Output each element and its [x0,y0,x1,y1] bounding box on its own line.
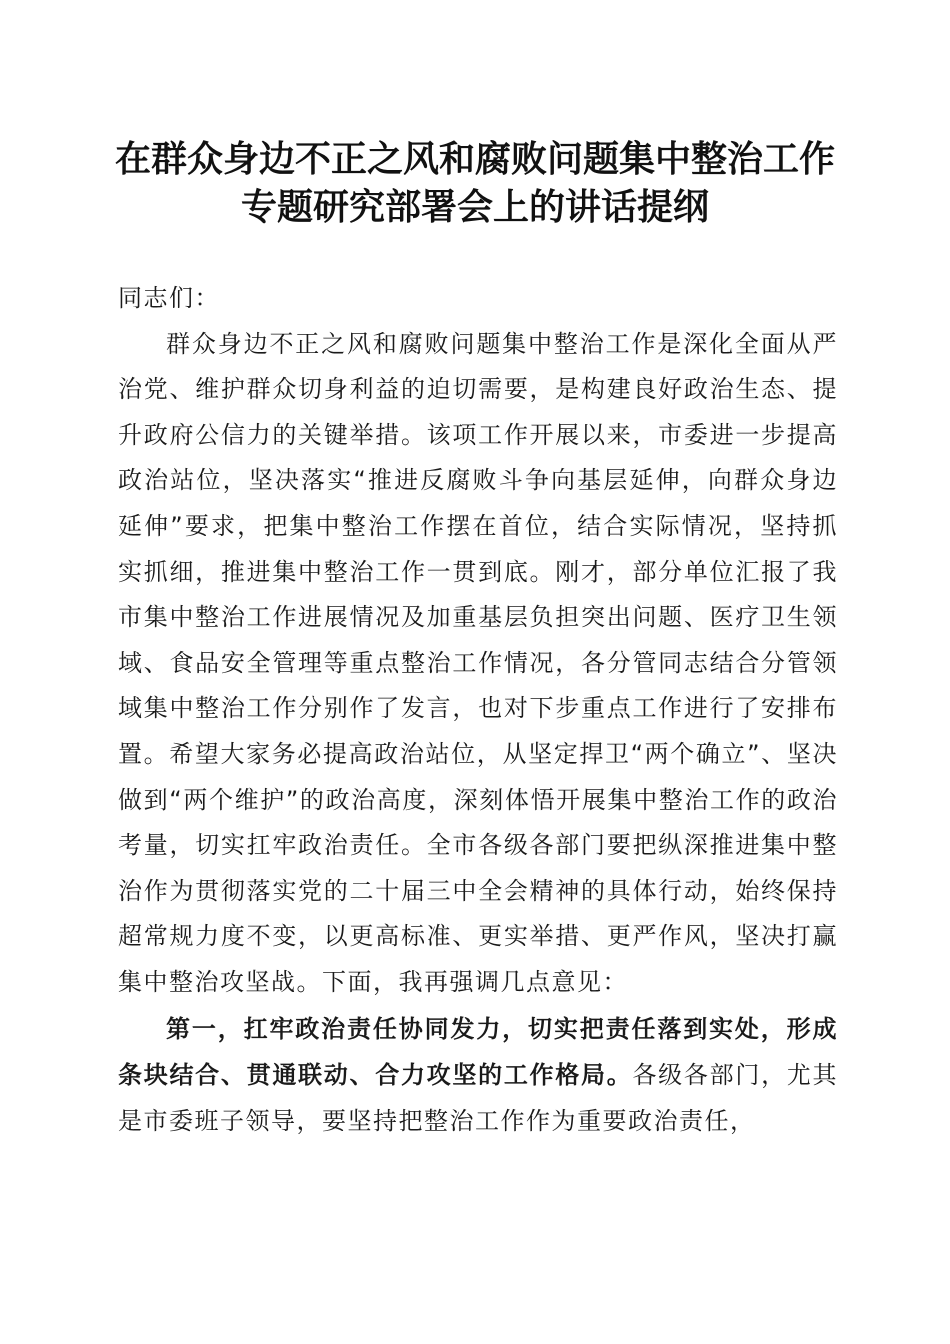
document-body [118,276,838,1144]
title-line-1: 在群众身边不正之风和腐败问题集中整治工作 [114,138,835,180]
paragraph-2-lead: 第一，扛牢政治责任协同发力，切实把责任落到实处，形成条块结合、贯通联动、合力攻坚的工作格局。 [118,1013,838,1090]
salutation: 同志们： [118,284,220,312]
title-line-2: 专题研究部署会上的讲话提纲 [240,186,709,228]
paragraph-1: 群众身边不正之风和腐败问题集中整治工作是深化全面从严治党、维护群众切身利益的迫切需要，是构建良好政治生态、提升政府公信力的关键举措。该项工作开展以来，市委进一步提高政治站位，坚决落实“推进反腐败斗争向基层延伸，向群众身边延伸”要求，把集中整治工作摆在首位，结合实际情况，坚持抓实抓细，推进集中整治工作一贯到底。刚才，部分单位汇报了我市集中整治工作进展情况及加重基层负担突出问题、医疗卫生领域、食品安全管理等重点整治工作情况，各分管同志结合分管领域集中整治工作分别作了发言，也对下步重点工作进行了安排布置。希望大家务必提高政治站位，从坚定捍卫“两个确立”、坚决做到“两个维护”的政治高度，深刻体悟开展集中整治工作的政治考量，切实扛牢政治责任。全市各级各部门要把纵深推进集中整治作为贯彻落实党的二十届三中全会精神的具体行动，始终保持超常规力度不变，以更高标准、更实举措、更严作风，坚决打赢集中整治攻坚战。下面，我再强调几点意见： [118,329,838,996]
paragraph-2 [118,1006,838,1145]
paragraph-2-rest: 各级各部门，尤其是市委班子领导，要坚持把整治工作作为重要政治责任， [118,1061,839,1135]
document-title [0,135,950,231]
